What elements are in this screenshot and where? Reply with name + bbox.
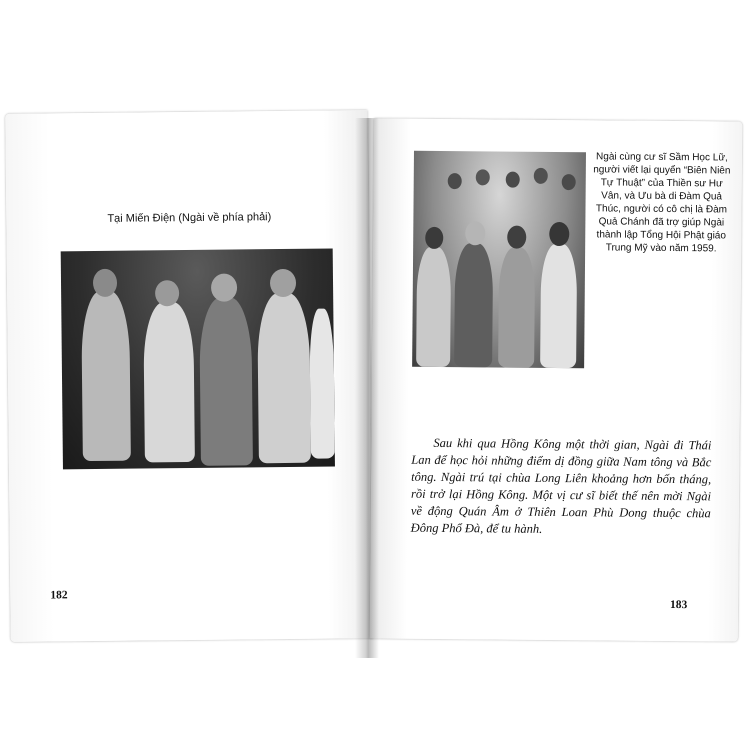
figure-4-head bbox=[270, 269, 296, 297]
front-figure-1-head bbox=[425, 227, 443, 249]
group-photo bbox=[412, 151, 586, 368]
back-row-head-2 bbox=[476, 169, 490, 185]
figure-1 bbox=[81, 291, 131, 461]
figure-5 bbox=[309, 308, 335, 458]
monks-photo bbox=[61, 248, 335, 469]
back-row-head-4 bbox=[534, 168, 548, 184]
front-figure-3 bbox=[498, 247, 535, 367]
front-figure-3-head bbox=[507, 226, 526, 249]
front-figure-2-head bbox=[465, 221, 485, 245]
left-photo-caption: Tại Miến Điện (Ngài về phía phải) bbox=[107, 211, 272, 225]
figure-1-head bbox=[93, 269, 117, 297]
figure-3-head bbox=[211, 273, 237, 301]
front-figure-4-head bbox=[549, 222, 569, 246]
page-number-left: 182 bbox=[50, 589, 68, 602]
back-row-head-3 bbox=[506, 172, 520, 188]
back-row-head-1 bbox=[448, 173, 462, 189]
front-figure-4 bbox=[540, 244, 577, 368]
figure-3 bbox=[199, 297, 253, 466]
body-paragraph: Sau khi qua Hồng Kông một thời gian, Ngài đi Thái Lan để học hỏi những điểm dị đồng giữa Nam tông và Bắc tông. Ngài trú tại chùa Long Liên khoảng hơn bốn tháng, rồi trở lại Hồng Kông. Một vị cư sĩ biết thế nên mời Ngài về động Quán Âm ở Thiên Loan Phù Dong thuộc chùa Đông Phổ Đà, để tu hành. bbox=[410, 435, 712, 536]
front-figure-2 bbox=[454, 243, 493, 367]
right-page bbox=[370, 118, 743, 641]
page-number-right: 183 bbox=[669, 599, 688, 612]
figure-4 bbox=[257, 293, 311, 464]
back-row-head-5 bbox=[562, 174, 576, 190]
figure-2 bbox=[143, 302, 195, 463]
left-page bbox=[5, 110, 373, 642]
right-photo-caption: Ngài cùng cư sĩ Sầm Học Lữ, người viết lại quyển “Biên Niên Tự Thuật” của Thiền sư Hư Vân, và Ưu bà di Đàm Quả Thúc, người có cô chị là Đàm Quả Chánh đã trợ giúp Ngài thành lập Tổng Hội Phật giáo Trung Mỹ vào năm 1959. bbox=[593, 151, 731, 255]
front-figure-1 bbox=[416, 247, 451, 367]
book-gutter bbox=[355, 118, 379, 658]
figure-2-head bbox=[155, 280, 179, 306]
